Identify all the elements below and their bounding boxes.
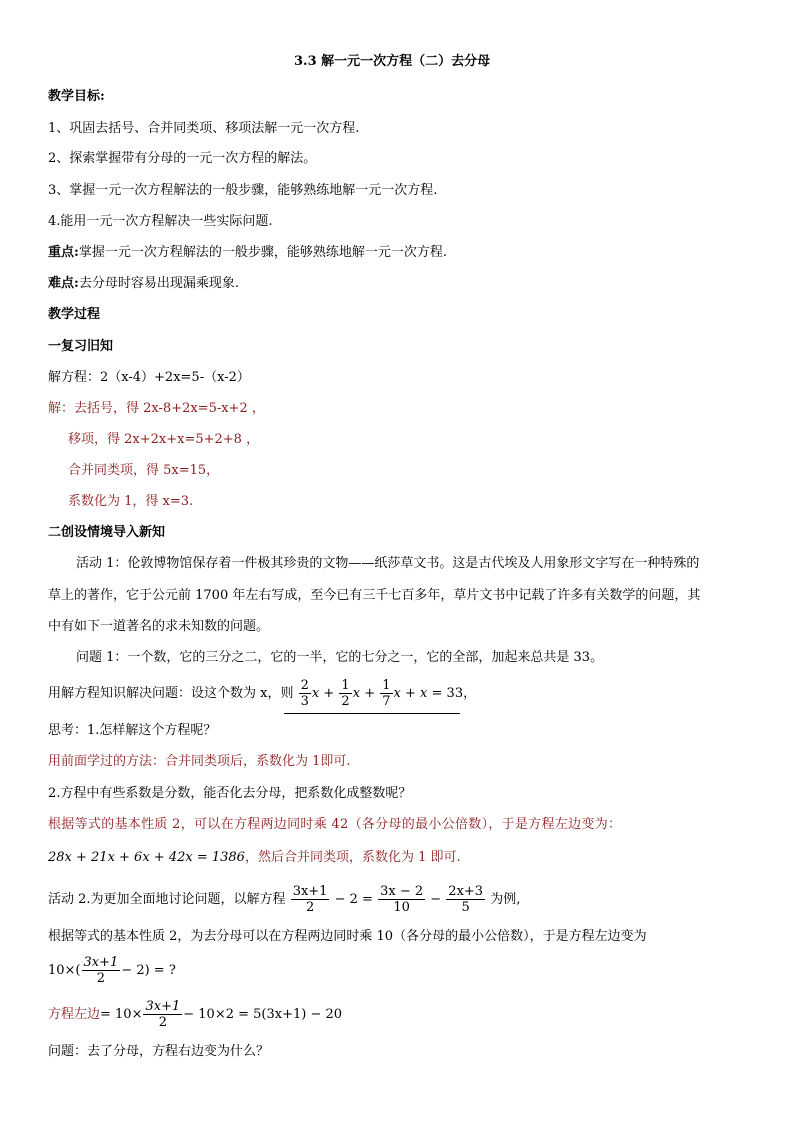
fraction-2-3: $\frac{2}{3}$ [300, 678, 309, 709]
activity2-tail: 为例, [490, 892, 521, 907]
equation-intro-text: 用解方程知识解决问题：设这个数为 x，则 [48, 686, 294, 701]
solution-step-equation: 2x+2x+x=5+2+8 ， [124, 432, 260, 447]
activity1-paragraph-line: 活动 1：伦敦博物馆保存着一件极其珍贵的文物——纸莎草文书。这是古代埃及人用象形文字写在一种特殊的 [76, 556, 700, 571]
document-title: 3.3 解一元一次方程（二）去分母 [294, 54, 491, 69]
review-heading: 一复习旧知 [48, 339, 114, 354]
equation-intro-line [48, 677, 476, 711]
objective-item: 4.能用一元一次方程解决一些实际问题. [48, 214, 273, 229]
method-answer: 用前面学过的方法：合并同类项后，系数化为 1即可. [48, 754, 351, 769]
solution-step-equation: 2x-8+2x=5-x+2 ， [143, 401, 265, 416]
solution-step-label: 移项，得 [68, 432, 125, 447]
fraction-1-7: $\frac{1}{7}$ [382, 678, 391, 709]
property-line: 根据等式的基本性质 2，可以在方程两边同时乘 42（各分母的最小公倍数），于是方程左边变为： [48, 817, 622, 832]
question-2: 2.方程中有些系数是分数，能否化去分母，把系数化成整数呢？ [48, 786, 412, 801]
solution-step-equation: 5x=15， [163, 463, 220, 478]
objective-item: 3、掌握一元一次方程解法的一般步骤，能够熟练地解一元一次方程. [48, 183, 438, 198]
question-1: 问题 1：一个数，它的三分之二，它的一半，它的七分之一，它的全部，加起来总共是 33。 [76, 650, 604, 665]
fraction-1-2: $\frac{1}{2}$ [341, 678, 350, 709]
objective-item: 1、巩固去括号、合并同类项、移项法解一元一次方程. [48, 121, 360, 136]
final-question: 问题：去了分母，方程右边变为什么？ [48, 1044, 270, 1059]
key-point [48, 244, 447, 262]
property-line-2: 根据等式的基本性质 2，为去分母可以在方程两边同时乘 10（各分母的最小公倍数），于是方程左边变为 [48, 929, 647, 944]
key-point-text: 掌握一元一次方程解法的一般步骤，能够熟练地解一元一次方程. [78, 245, 447, 260]
activity2-equation: $\frac{3x+1}{2}$ − 2 = $\frac{3x - 2}{10}$ − $\frac{2x+3}{5}$ [292, 884, 484, 915]
key-point-label: 重点: [48, 245, 79, 260]
activity1-paragraph-line: 中有如下一道著名的求未知数的问题。 [48, 619, 270, 634]
objectives-heading: 教学目标: [48, 89, 105, 104]
solution-step-label: 解：去括号，得 [48, 401, 144, 416]
solution-step-3 [68, 462, 219, 480]
activity2-line [48, 882, 520, 918]
expression-1: 10×( $\frac{3x+1}{2}$ − 2) = ? [48, 955, 176, 986]
new-knowledge-heading: 二创设情境导入新知 [48, 525, 166, 540]
equation-2-line [48, 849, 461, 867]
solution-step-1 [48, 400, 265, 418]
solution-step-4: 系数化为 1，得 x=3. [68, 494, 194, 509]
expression-2-label: 方程左边 [48, 1007, 101, 1022]
think-line: 思考：1.怎样解这个方程呢？ [48, 723, 217, 738]
review-problem: 解方程：2（x-4）+2x=5-（x-2） [48, 370, 250, 385]
activity2-intro: 活动 2.为更加全面地讨论问题，以解方程 [48, 892, 286, 907]
solution-step-2 [68, 431, 259, 449]
difficulty [48, 275, 239, 293]
expression-2: 方程左边= 10× $\frac{3x+1}{2}$ − 10×2 = 5(3x+1) − 20 [48, 999, 343, 1030]
difficulty-label: 难点: [48, 276, 79, 291]
activity1-paragraph-line: 草上的著作，它于公元前 1700 年左右写成，至今已有三千七百多年，草片文书中记载了许多有关数学的问题，其 [48, 588, 701, 603]
objective-item: 2、探索掌握带有分母的一元一次方程的解法。 [48, 151, 317, 166]
equation-1: $\frac{2}{3}$ x + $\frac{1}{2}$ x + $\frac{1}{7}$ x + x = 33， [300, 678, 477, 709]
solution-step-label: 合并同类项，得 [68, 463, 164, 478]
difficulty-text: 去分母时容易出现漏乘现象. [78, 276, 239, 291]
equation-underline [284, 713, 460, 714]
equation-2: 28x + 21x + 6x + 42x = 1386 [48, 850, 245, 865]
process-heading: 教学过程 [48, 307, 101, 322]
equation-2-tail: ，然后合并同类项，系数化为 1 即可. [244, 850, 461, 865]
